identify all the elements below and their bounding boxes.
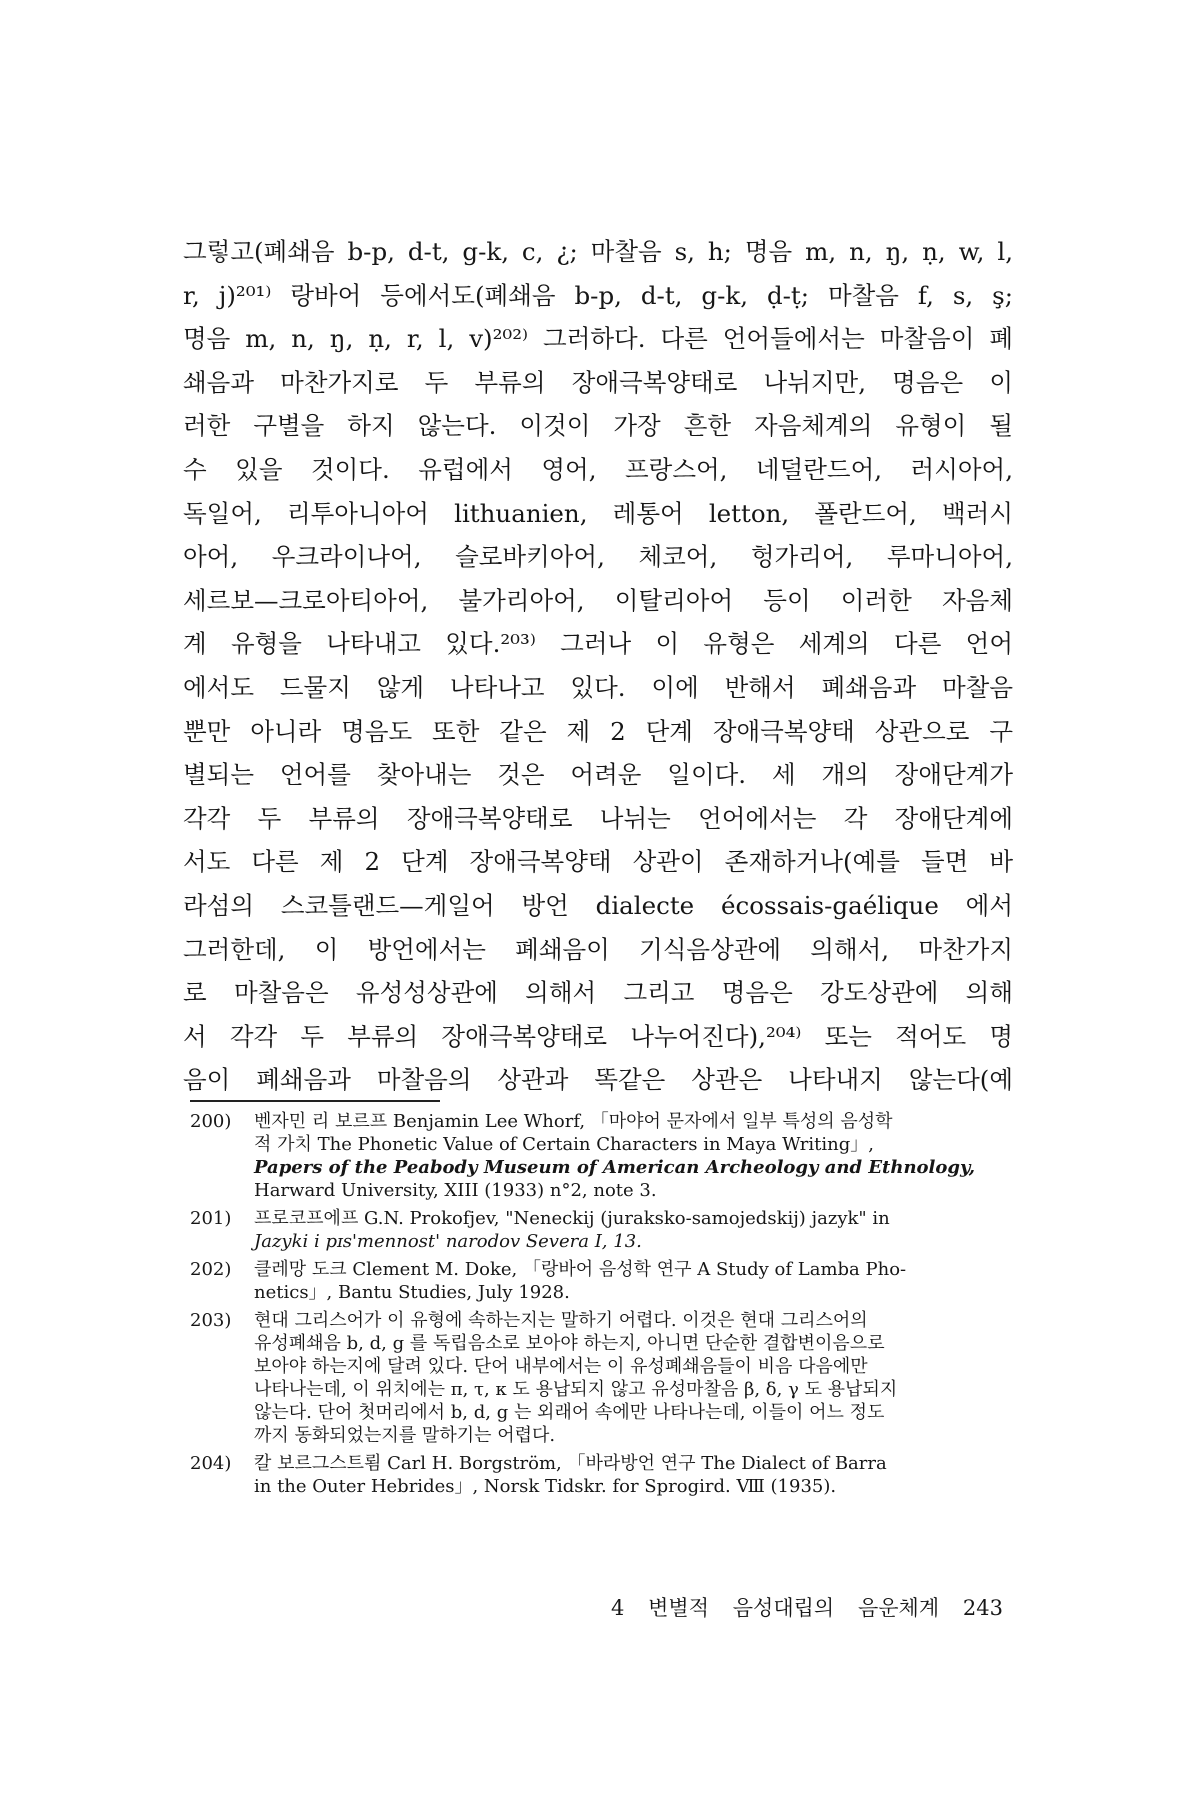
footnote-line: Jazyki i pɪs'mennost' narodov Severa Ⅰ, 13. [254,1231,642,1252]
page-number: 243 [962,1596,1003,1620]
footnote-line: Papers of the Peabody Museum of American Archeology and Ethnology, [254,1157,975,1178]
body-line: 서 각각 두 부류의 장애극복양태로 나누어진다),²⁰⁴⁾ 또는 적어도 명 [183,1021,1013,1051]
footnote-number: 200) [190,1111,232,1132]
body-line: 아어, 우크라이나어, 슬로바키아어, 체코어, 헝가리어, 루마니아어, [183,542,1013,572]
footnote-separator [190,1100,440,1102]
footnote-203 [190,1309,1010,1447]
footnote-line: 벤자민 리 보르프 Benjamin Lee Whorf, 「마야어 문자에서 일부 특성의 음성학 [254,1111,893,1132]
body-line: 에서도 드물지 않게 나타나고 있다. 이에 반해서 폐쇄음과 마찰음 [183,672,1013,702]
footnote-200 [190,1110,1010,1202]
body-line: 러한 구별을 하지 않는다. 이것이 가장 흔한 자음체계의 유형이 될 [183,411,1013,441]
body-line: 그렇고(폐쇄음 b-p, d-t, g-k, c, ¿; 마찰음 s, h; 명음 m, n, ŋ, ṇ, w, l, [183,237,1013,266]
body-line: 그러한데, 이 방언에서는 폐쇄음이 기식음상관에 의해서, 마찬가지 [183,934,1013,964]
footnote-number: 204) [190,1453,232,1474]
body-line: r, j)²⁰¹⁾ 랑바어 등에서도(폐쇄음 b-p, d-t, g-k, ḍ-ṭ; 마찰음 f, s, ş; [183,280,1013,310]
body-line: 명음 m, n, ŋ, ṇ, r, l, v)²⁰²⁾ 그러하다. 다른 언어들에서는 마찰음이 폐 [183,324,1013,354]
footnote-line: 칼 보르그스트룀 Carl H. Borgström, 「바라방언 연구 The Dialect of Barra [254,1453,887,1474]
running-chapter-title: 4 변별적 음성대립의 음운체계 [611,1596,940,1620]
body-line: 세르보—크로아티아어, 불가리아어, 이탈리아어 등이 이러한 자음체 [183,585,1013,615]
footnote-line: in the Outer Hebrides」, Norsk Tidskr. for Sprogird. Ⅷ (1935). [254,1476,837,1497]
footnote-line: 유성폐쇄음 b, d, g 를 독립음소로 보아야 하는지, 아니면 단순한 결합변이음으로 [254,1333,885,1354]
footnote-line: Harward University, XIII (1933) n°2, note 3. [254,1180,657,1201]
footnote-201 [190,1207,1010,1253]
body-line: 쇄음과 마찬가지로 두 부류의 장애극복양태로 나뉘지만, 명음은 이 [183,367,1013,397]
page-footer [611,1592,1003,1622]
footnote-number: 203) [190,1310,232,1331]
footnote-line: netics」, Bantu Studies, July 1928. [254,1282,570,1303]
footnote-202 [190,1258,1010,1304]
body-line: 독일어, 리투아니아어 lithuanien, 레통어 letton, 폴란드어, 백러시 [183,498,1013,528]
body-text [183,230,1013,1102]
footnote-line: 프로코프에프 G.N. Prokofjev, "Neneckij (juraksko-samojedskij) jazyk" in [254,1208,890,1229]
body-line: 로 마찰음은 유성성상관에 의해서 그리고 명음은 강도상관에 의해 [183,978,1013,1008]
footnote-line: 적 가치 The Phonetic Value of Certain Characters in Maya Writing」, [254,1134,874,1155]
footnote-line: 보아야 하는지에 달려 있다. 단어 내부에서는 이 유성폐쇄음들이 비음 다음에만 [254,1356,868,1377]
footnote-line: 않는다. 단어 첫머리에서 b, d, g 는 외래어 속에만 나타나는데, 이들이 어느 정도 [254,1402,885,1423]
footnote-number: 201) [190,1208,232,1229]
footnote-number: 202) [190,1259,232,1280]
body-line: 라섬의 스코틀랜드—게일어 방언 dialecte écossais-gaélique 에서 [183,890,1013,920]
body-line: 뿐만 아니라 명음도 또한 같은 제 2 단계 장애극복양태 상관으로 구 [183,716,1013,746]
footnote-204 [190,1452,1010,1498]
footnote-line: 현대 그리스어가 이 유형에 속하는지는 말하기 어렵다. 이것은 현대 그리스어의 [254,1310,868,1331]
body-line: 음이 폐쇄음과 마찰음의 상관과 똑같은 상관은 나타내지 않는다(예 [183,1065,1013,1095]
body-line: 계 유형을 나타내고 있다.²⁰³⁾ 그러나 이 유형은 세계의 다른 언어 [183,629,1013,659]
footnote-line: 클레망 도크 Clement M. Doke, 「랑바어 음성학 연구 A Study of Lamba Pho- [254,1259,907,1280]
body-line: 별되는 언어를 찾아내는 것은 어려운 일이다. 세 개의 장애단계가 [183,760,1013,790]
body-line: 수 있을 것이다. 유럽에서 영어, 프랑스어, 네덜란드어, 러시아어, [183,454,1013,484]
body-line: 각각 두 부류의 장애극복양태로 나뉘는 언어에서는 각 장애단계에 [183,803,1013,833]
footnote-line: 까지 동화되었는지를 말하기는 어렵다. [254,1425,556,1446]
body-line: 서도 다른 제 2 단계 장애극복양태 상관이 존재하거나(예를 들면 바 [183,847,1013,877]
footnotes [190,1110,1010,1503]
footnote-line: 나타나는데, 이 위치에는 π, τ, κ 도 용납되지 않고 유성마찰음 β, δ, γ 도 용납되지 [254,1379,898,1400]
